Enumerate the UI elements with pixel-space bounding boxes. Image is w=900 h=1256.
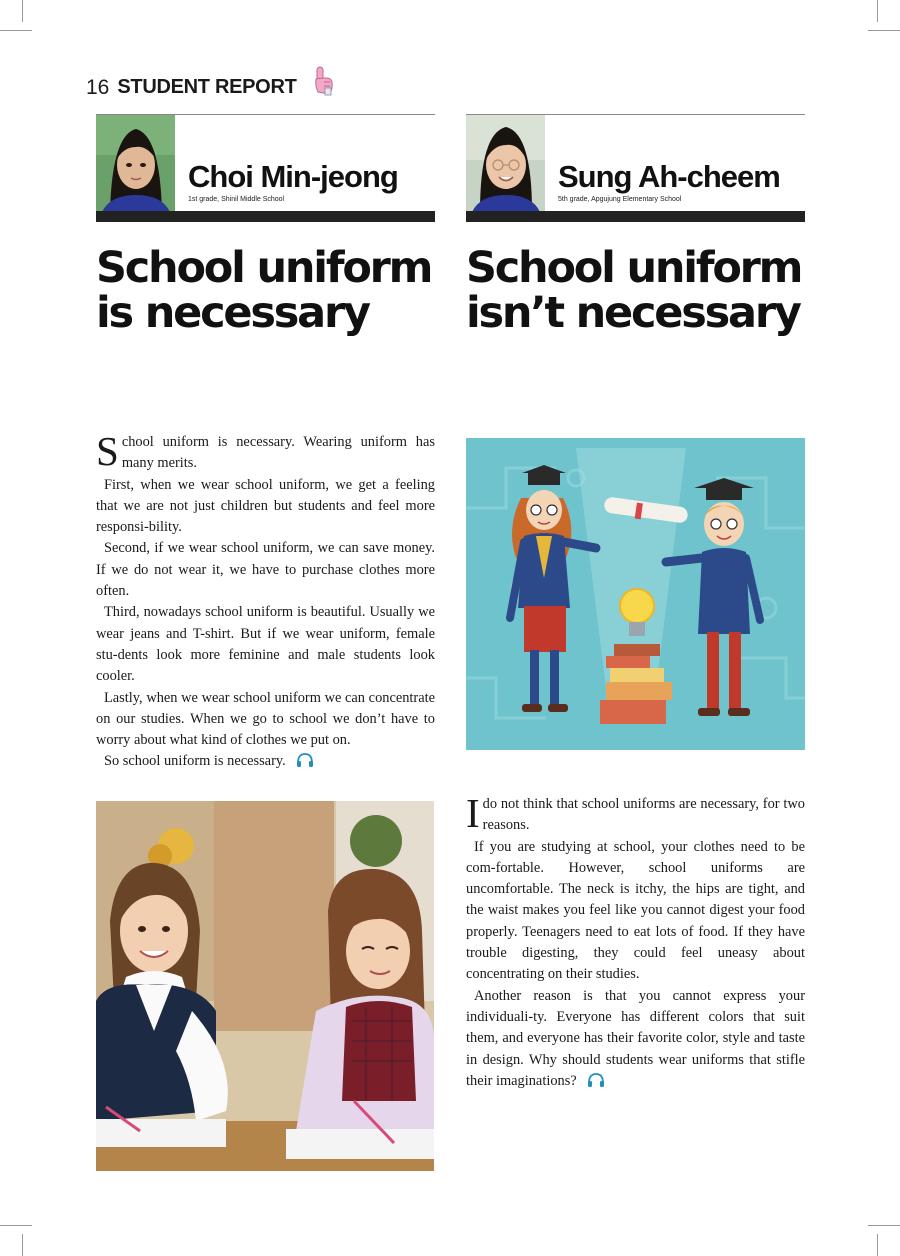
graduates-illustration	[466, 438, 805, 750]
author-bar	[96, 211, 435, 222]
article-paragraph: So school uniform is necessary.	[96, 751, 435, 775]
crop-mark	[868, 1225, 900, 1226]
headphones-icon	[288, 752, 314, 775]
article-paragraph: If you are studying at school, your clothes need to be com-fortable. However, school uniforms are uncomfortable. The neck is itchy, the hips are tight, and the waist makes you feel like you cannot digest your food properly. Teenagers need to eat lots of food. If they have trouble digesting, they could feel uneasy about concentrating on their studies.	[466, 838, 805, 983]
article-paragraph: Lastly, when we wear school uniform we can concentrate on our studies. When we go to school we don’t have to worry about what kind of clothes we put on.	[96, 689, 435, 749]
crop-mark	[22, 1234, 23, 1256]
drop-cap: I	[466, 790, 480, 836]
author-name: Choi Min-jeong	[188, 159, 398, 194]
author-name: Sung Ah-cheem	[558, 159, 780, 194]
article-paragraph: Second, if we wear school uniform, we can save money. If we do not wear it, we have to purchase clothes more often.	[96, 540, 435, 600]
page-number: 16	[86, 75, 110, 99]
crop-mark	[877, 1234, 878, 1256]
headline-line: School uniform	[96, 243, 432, 293]
drop-cap: S	[96, 428, 119, 474]
crop-mark	[868, 30, 900, 31]
article-right	[466, 790, 805, 1095]
author-school: 1st grade, Shinil Middle School	[188, 196, 285, 203]
article-paragraph: Third, nowadays school uniform is beautiful. Usually we wear jeans and T-shirt. But if we wear uniform, female stu-dents look more feminine and male students look cooler.	[96, 604, 435, 685]
students-photo	[96, 801, 434, 1171]
author-school: 5th grade, Apgujung Elementary School	[558, 196, 682, 203]
headline-left	[96, 243, 441, 338]
section-title: STUDENT REPORT	[117, 76, 297, 98]
author-block-left	[96, 114, 435, 223]
page-header	[86, 74, 335, 101]
article-paragraph: Ido not think that school uniforms are necessary, for two reasons.	[466, 790, 805, 836]
headphones-icon	[579, 1072, 605, 1095]
author-photo	[96, 115, 175, 212]
author-photo	[466, 115, 545, 212]
article-paragraph: School uniform is necessary. Wearing uniform has many merits.	[96, 428, 435, 474]
article-paragraph: Another reason is that you cannot express your individuali-ty. Everyone has different colors that suit them, and everyone has their favorite color, style and taste in design. Why should students wear uniforms that stifle their imaginations?	[466, 986, 805, 1095]
crop-mark	[0, 1225, 32, 1226]
crop-mark	[22, 0, 23, 22]
author-block-right	[466, 114, 805, 223]
author-bar	[466, 211, 805, 222]
headline-line: isn’t necessary	[466, 288, 800, 338]
headline-line: is necessary	[96, 288, 369, 338]
pointing-hand-icon	[313, 66, 335, 101]
crop-mark	[877, 0, 878, 22]
article-left	[96, 428, 435, 776]
headline-line: School uniform	[466, 243, 802, 293]
article-paragraph: First, when we wear school uniform, we get a feeling that we are not just children but students and feel more responsi-bility.	[96, 476, 435, 536]
headline-right	[466, 243, 811, 338]
crop-mark	[0, 30, 32, 31]
